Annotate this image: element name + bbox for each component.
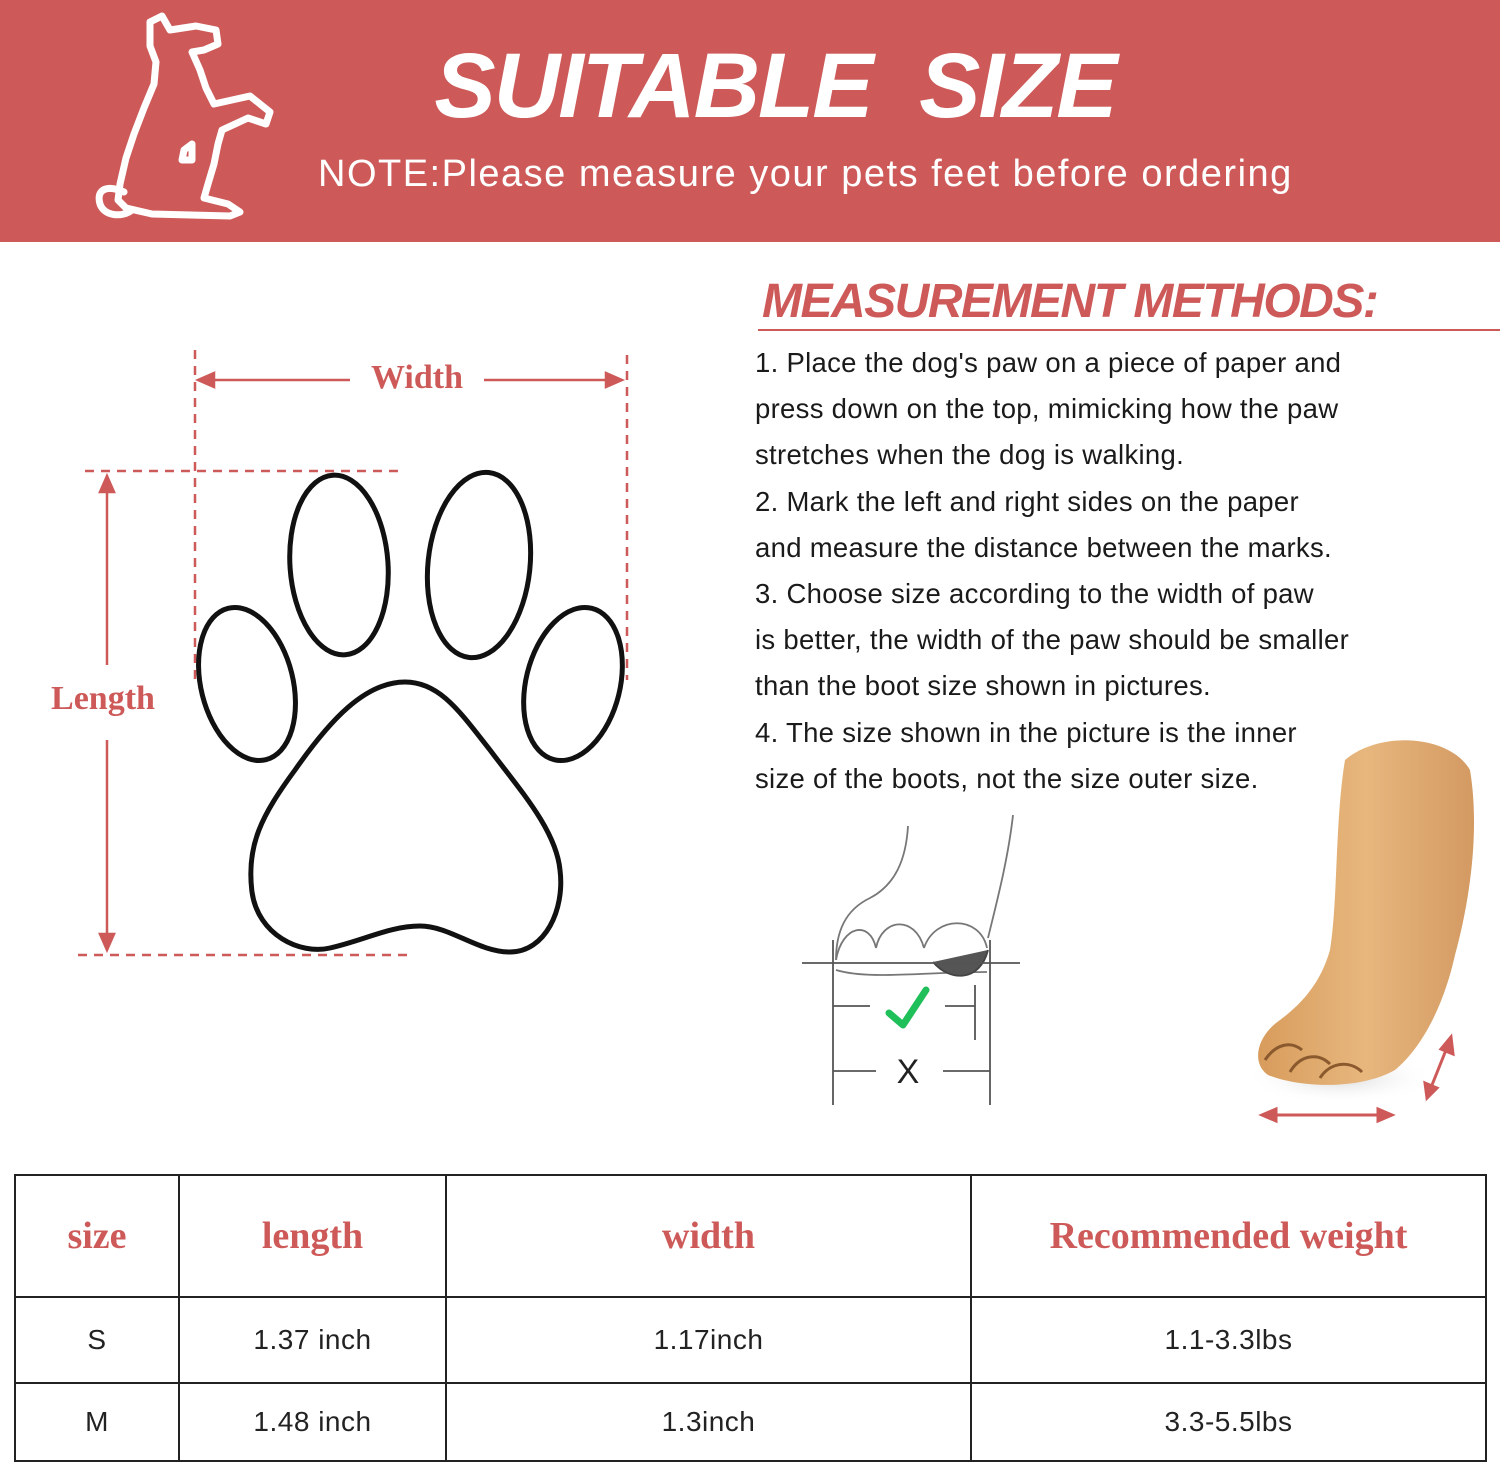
paw-measurement-diagram — [40, 340, 660, 980]
paw-outline-icon — [183, 467, 637, 952]
page-title: SUITABLE SIZE — [434, 35, 1116, 137]
banner-note: NOTE:Please measure your pets feet before ordering — [318, 153, 1293, 195]
instruction-line: size of the boots, not the size outer size. — [755, 762, 1259, 794]
cell-size: M — [15, 1383, 179, 1461]
wrong-mark: X — [896, 1053, 920, 1091]
instruction-line: stretches when the dog is walking. — [755, 439, 1185, 471]
header-size: size — [15, 1175, 179, 1297]
cell-weight: 3.3-5.5lbs — [971, 1383, 1486, 1461]
sitting-dog-outline-icon — [88, 8, 283, 226]
width-label: Width — [371, 359, 463, 396]
length-label: Length — [51, 680, 155, 717]
paw-measure-sketch — [795, 808, 1030, 1113]
cell-weight: 1.1-3.3lbs — [971, 1297, 1486, 1383]
instruction-line: 3. Choose size according to the width of paw — [755, 578, 1314, 610]
instruction-line: 2. Mark the left and right sides on the paper — [755, 485, 1299, 517]
instruction-line: is better, the width of the paw should be smaller — [755, 624, 1350, 656]
cell-length: 1.37 inch — [179, 1297, 446, 1383]
header-banner — [0, 0, 1500, 242]
instruction-line: and measure the distance between the marks. — [755, 531, 1332, 563]
methods-divider — [758, 329, 1500, 331]
instruction-line: 1. Place the dog's paw on a piece of paper and — [755, 347, 1342, 378]
instruction-line: press down on the top, mimicking how the paw — [755, 393, 1339, 425]
check-icon — [889, 990, 926, 1025]
cell-size: S — [15, 1297, 179, 1383]
instruction-line: 4. The size shown in the picture is the inner — [755, 716, 1297, 748]
size-table — [14, 1174, 1487, 1462]
header-recommended-weight: Recommended weight — [971, 1175, 1486, 1297]
header-width: width — [446, 1175, 971, 1297]
paw-sketch-icon — [836, 815, 1013, 976]
header-length: length — [179, 1175, 446, 1297]
table-header-row — [15, 1175, 1486, 1297]
instruction-line: than the boot size shown in pictures. — [755, 670, 1211, 702]
table-row — [15, 1383, 1486, 1461]
methods-heading: MEASUREMENT METHODS: — [762, 275, 1378, 328]
dog-leg-photo-icon — [1245, 720, 1500, 1150]
cell-width: 1.3inch — [446, 1383, 971, 1461]
cell-width: 1.17inch — [446, 1297, 971, 1383]
cell-length: 1.48 inch — [179, 1383, 446, 1461]
table-row — [15, 1297, 1486, 1383]
